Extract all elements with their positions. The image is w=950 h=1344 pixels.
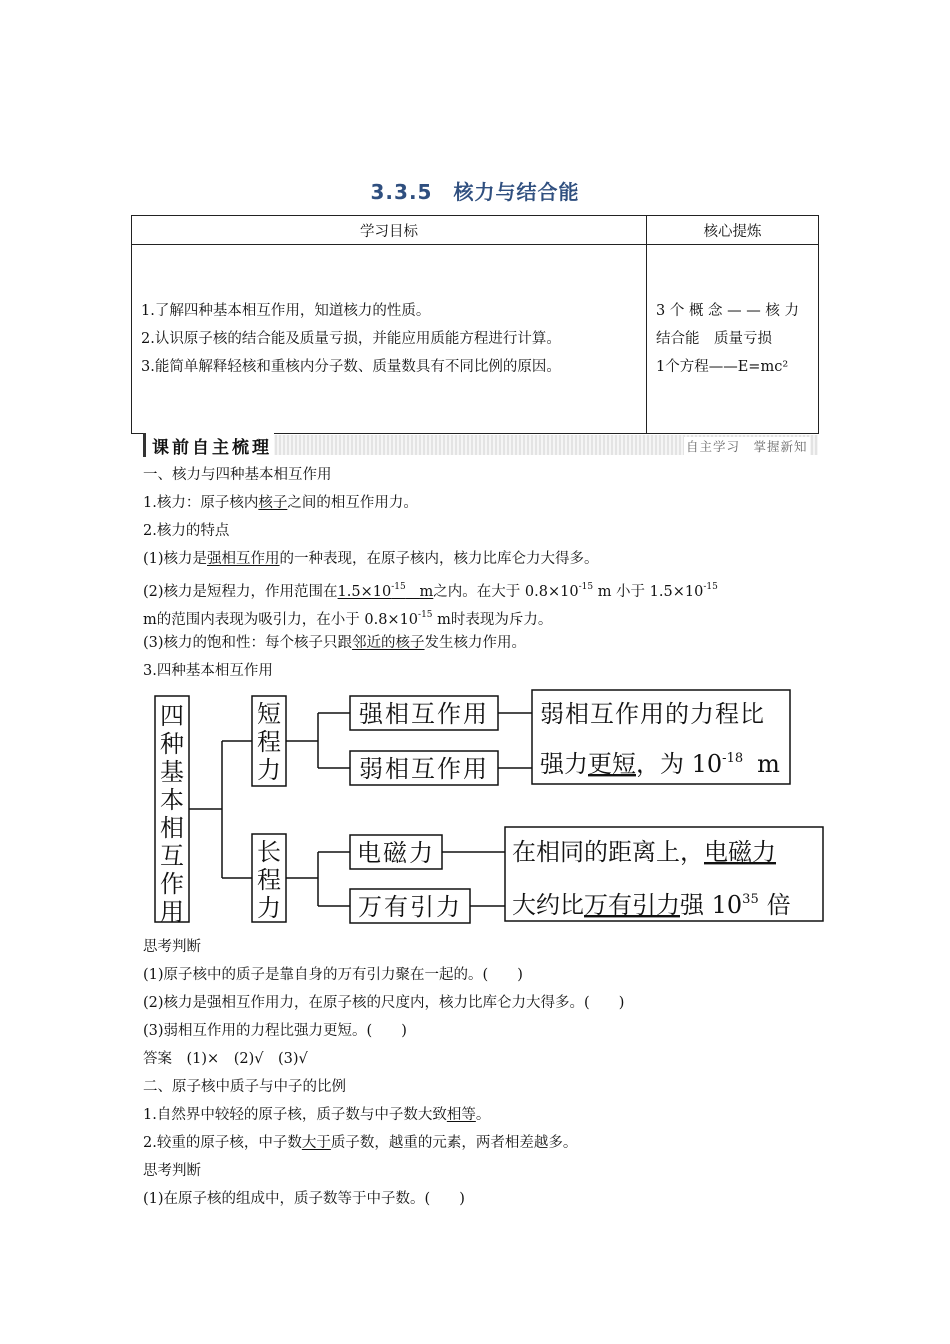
part1-item3: 3.四种基本相互作用 (143, 663, 273, 679)
weak-note-line1: 弱相互作用的力程比 (540, 700, 765, 728)
part1-point2-cont: m的范围内表现为吸引力，在小于 $0.8\times 10^{-15}$ m时表现为斥力。 (143, 610, 553, 628)
long-range-label (257, 838, 281, 922)
vertical-char: 程 (257, 866, 281, 894)
section-title: 课前自主梳理 (152, 438, 272, 458)
think1-q1: (1)原子核中的质子是靠自身的万有引力聚在一起的。( ) (143, 967, 523, 983)
em-note-line1: 在相同的距离上，电磁力 (512, 838, 776, 866)
part1-heading: 一、核力与四种基本相互作用 (143, 467, 332, 483)
part1-item2: 2.核力的特点 (143, 523, 230, 539)
short-range-label (257, 700, 281, 784)
think1-heading: 思考判断 (143, 939, 201, 955)
vertical-char: 种 (160, 730, 184, 758)
vertical-char: 程 (257, 728, 281, 756)
vertical-char: 力 (257, 894, 281, 922)
root-label (160, 702, 184, 926)
part2-item2: 2.较重的原子核，中子数大于质子数，越重的元素，两者相差越多。 (143, 1135, 578, 1151)
part1-point3: (3)核力的饱和性：每个核子只跟邻近的核子发生核力作用。 (143, 635, 527, 651)
page-title: 3.3.5 核力与结合能 (370, 180, 580, 204)
core-item: 3 个 概 念 — — 核 力 (656, 303, 799, 319)
interactions-diagram (140, 684, 830, 929)
weak-note-line2: 强力更短，为 $10^{-18}$ m (540, 750, 780, 778)
think2-q1: (1)在原子核的组成中，质子数等于中子数。( ) (143, 1191, 465, 1207)
core-cell (647, 245, 819, 434)
part1-item1: 1.核力：原子核内核子之间的相互作用力。 (143, 495, 418, 511)
vertical-char: 用 (160, 898, 184, 926)
vertical-char: 相 (160, 814, 184, 842)
think1-answer: 答案 (1)× (2)√ (3)√ (143, 1051, 308, 1067)
goals-table (131, 215, 819, 434)
em-note-line2: 大约比万有引力强 $10^{35}$ 倍 (512, 891, 791, 919)
vertical-char: 长 (257, 838, 281, 866)
part2-heading: 二、原子核中质子与中子的比例 (143, 1079, 346, 1095)
think1-q3: (3)弱相互作用的力程比强力更短。( ) (143, 1023, 407, 1039)
part1-point2: (2)核力是短程力，作用范围在$1.5\times 10^{-15}$ m之内。在大于 $0.8\times 10^{-15}$ m 小于 $1.5\times 10^{-15}$ (143, 582, 718, 600)
core-header: 核心提炼 (647, 216, 819, 245)
vertical-char: 短 (257, 700, 281, 728)
vertical-char: 本 (160, 786, 184, 814)
vertical-char: 力 (257, 756, 281, 784)
vertical-char: 基 (160, 758, 184, 786)
think2-heading: 思考判断 (143, 1163, 201, 1179)
part1-point1: (1)核力是强相互作用的一种表现，在原子核内，核力比库仑力大得多。 (143, 551, 599, 567)
strong-interaction-label: 强相互作用 (359, 700, 489, 728)
em-force-label: 电磁力 (357, 839, 435, 867)
core-item: 结合能 质量亏损 (656, 331, 772, 347)
goals-header: 学习目标 (132, 216, 647, 245)
vertical-char: 互 (160, 842, 184, 870)
goal-item: 3.能简单解释轻核和重核内分子数、质量数具有不同比例的原因。 (141, 359, 561, 375)
vertical-char: 四 (160, 702, 184, 730)
part2-item1: 1.自然界中较轻的原子核，质子数与中子数大致相等。 (143, 1107, 491, 1123)
goals-cell (132, 245, 647, 434)
vertical-char: 作 (160, 870, 184, 898)
think1-q2: (2)核力是强相互作用力，在原子核的尺度内，核力比库仑力大得多。( ) (143, 995, 625, 1011)
weak-interaction-label: 弱相互作用 (359, 755, 489, 783)
goal-item: 2.认识原子核的结合能及质量亏损，并能应用质能方程进行计算。 (141, 331, 561, 347)
goal-item: 1.了解四种基本相互作用，知道核力的性质。 (141, 303, 431, 319)
section-subtitle: 自主学习 掌握新知 (686, 439, 808, 454)
core-item: 1个方程——E=mc² (656, 359, 789, 375)
gravity-label: 万有引力 (358, 893, 462, 921)
